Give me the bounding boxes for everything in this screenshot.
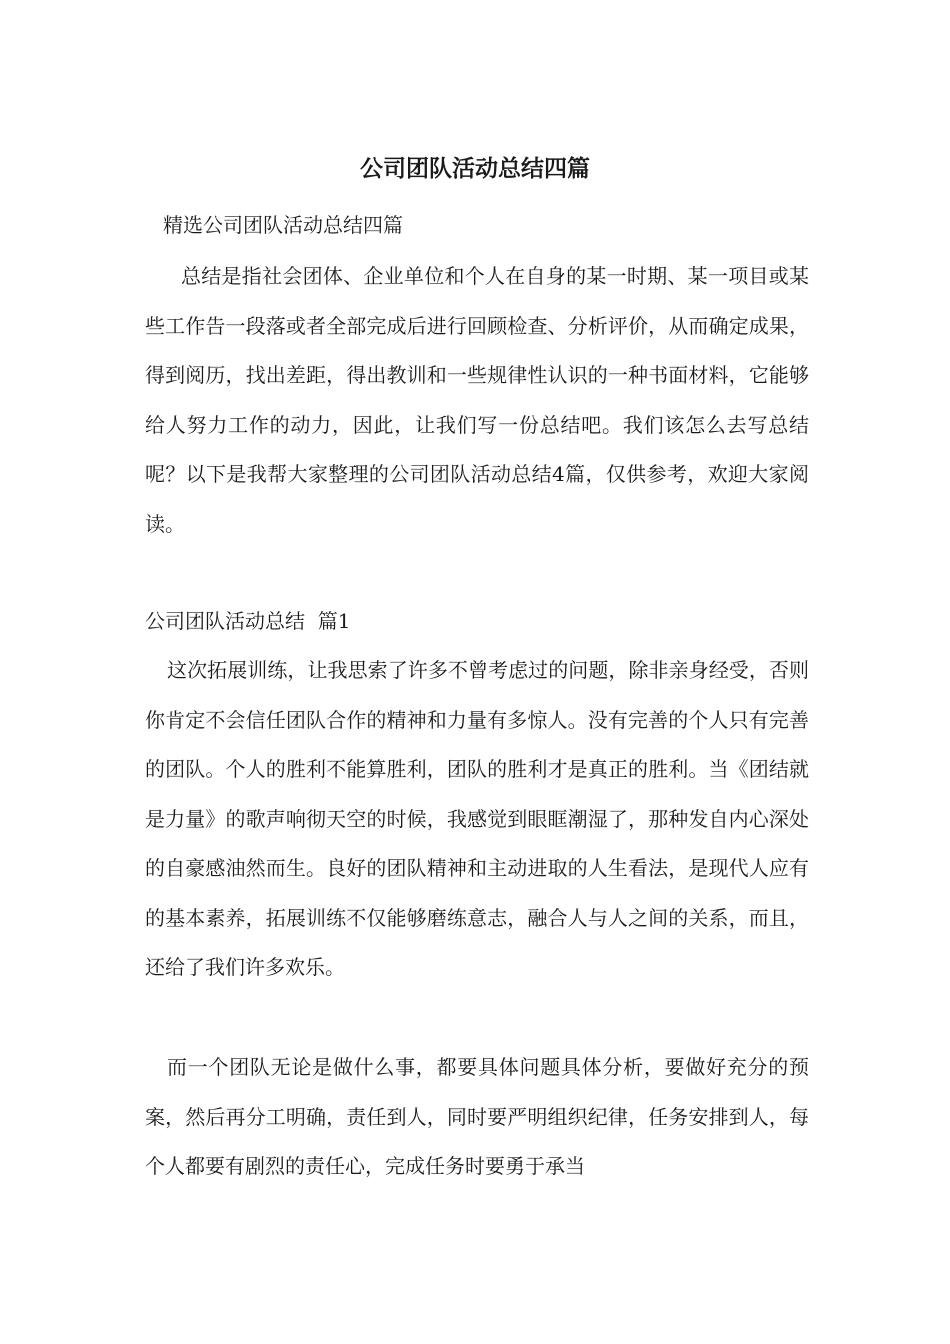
section-heading: 公司团队活动总结 篇1 [145, 609, 351, 633]
body-paragraph-1: 这次拓展训练，让我思索了许多不曾考虑过的问题，除非亲身经受，否则你肯定不会信任团队合作的精神和力量有多惊人。没有完善的个人只有完善的团队。个人的胜利不能算胜利，团队的胜利才是真正的胜利。当《团结就是力量》的歌声响彻天空的时候，我感觉到眼眶潮湿了，那种发自内心深处的自豪感油然而生。良好的团队精神和主动进取的人生看法，是现代人应有的基本素养，拓展训练不仅能够磨练意志，融合人与人之间的关系，而且，还给了我们许多欢乐。 [145, 658, 809, 979]
document-subtitle: 精选公司团队活动总结四篇 [163, 213, 403, 237]
document-title: 公司团队活动总结四篇 [360, 155, 590, 182]
body-paragraph-2: 而一个团队无论是做什么事，都要具体问题具体分析，要做好充分的预案，然后再分工明确，责任到人，同时要严明组织纪律，任务安排到人，每个人都要有剧烈的责任心，完成任务时要勇于承当 [145, 1055, 809, 1178]
intro-paragraph: 总结是指社会团体、企业单位和个人在自身的某一时期、某一项目或某些工作告一段落或者全部完成后进行回顾检查、分析评价，从而确定成果，得到阅历，找出差距，得出教训和一些规律性认识的一种书面材料，它能够给人努力工作的动力，因此，让我们写一份总结吧。我们该怎么去写总结呢？以下是我帮大家整理的公司团队活动总结4篇，仅供参考，欢迎大家阅读。 [145, 264, 809, 536]
